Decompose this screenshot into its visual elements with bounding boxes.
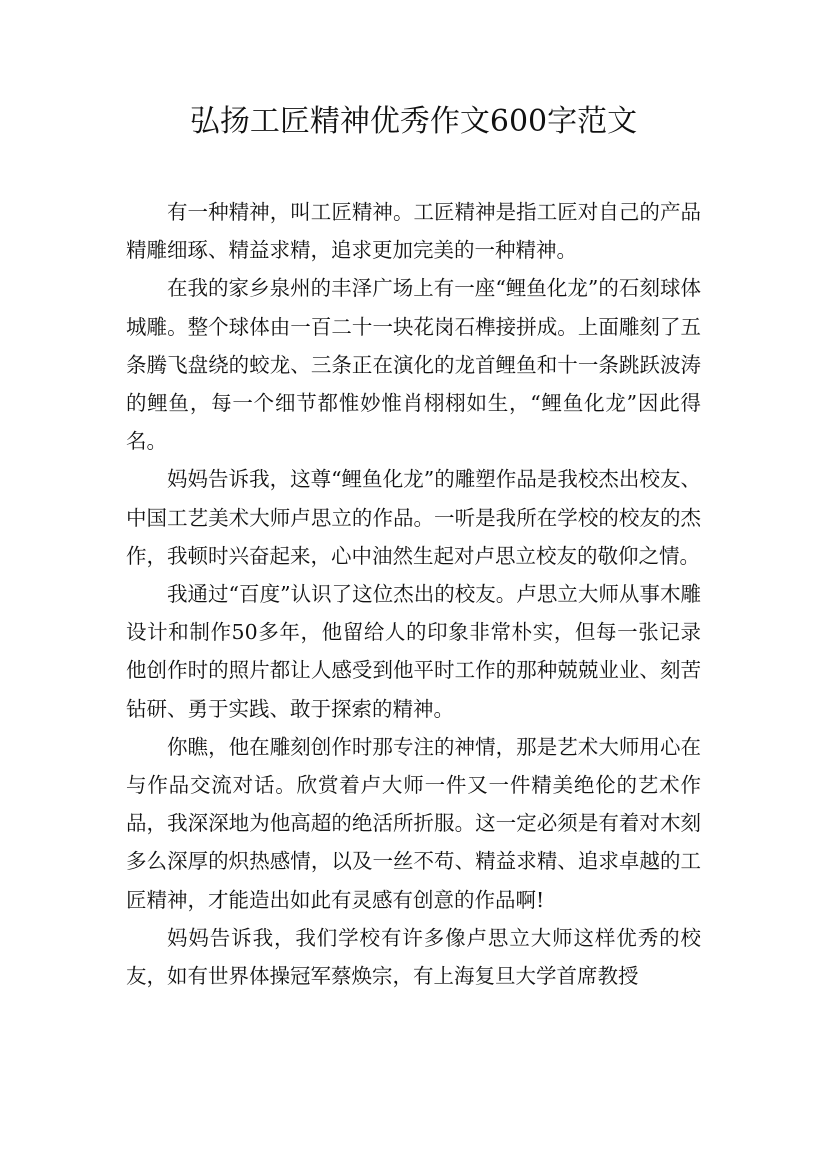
document-body <box>126 193 701 995</box>
paragraph: 妈妈告诉我，这尊“鲤鱼化龙”的雕塑作品是我校杰出校友、中国工艺美术大师卢思立的作品。一听是我所在学校的校友的杰作，我顿时兴奋起来，心中油然生起对卢思立校友的敬仰之情。 <box>126 467 701 568</box>
document-title: 弘扬工匠精神优秀作文600字范文 <box>189 104 638 139</box>
paragraph: 你瞧，他在雕刻创作时那专注的神情，那是艺术大师用心在与作品交流对话。欣赏着卢大师一件又一件精美绝伦的艺术作品，我深深地为他高超的绝活所折服。这一定必须是有着对木刻多么深厚的炽热感情，以及一丝不苟、精益求精、追求卓越的工匠精神，才能造出如此有灵感有创意的作品啊! <box>126 734 701 912</box>
paragraph: 在我的家乡泉州的丰泽广场上有一座“鲤鱼化龙”的石刻球体城雕。整个球体由一百二十一块花岗石榫接拼成。上面雕刻了五条腾飞盘绕的蛟龙、三条正在演化的龙首鲤鱼和十一条跳跃波涛的鲤鱼，每一个细节都惟妙惟肖栩栩如生，“鲤鱼化龙”因此得名。 <box>126 276 701 454</box>
paragraph: 我通过“百度”认识了这位杰出的校友。卢思立大师从事木雕设计和制作50多年，他留给人的印象非常朴实，但每一张记录他创作时的照片都让人感受到他平时工作的那种兢兢业业、刻苦钻研、勇于实践、敢于探索的精神。 <box>126 582 701 721</box>
paragraph: 妈妈告诉我，我们学校有许多像卢思立大师这样优秀的校友，如有世界体操冠军蔡焕宗，有上海复旦大学首席教授 <box>126 925 701 989</box>
paragraph: 有一种精神，叫工匠精神。工匠精神是指工匠对自己的产品精雕细琢、精益求精，追求更加完美的一种精神。 <box>126 200 701 263</box>
